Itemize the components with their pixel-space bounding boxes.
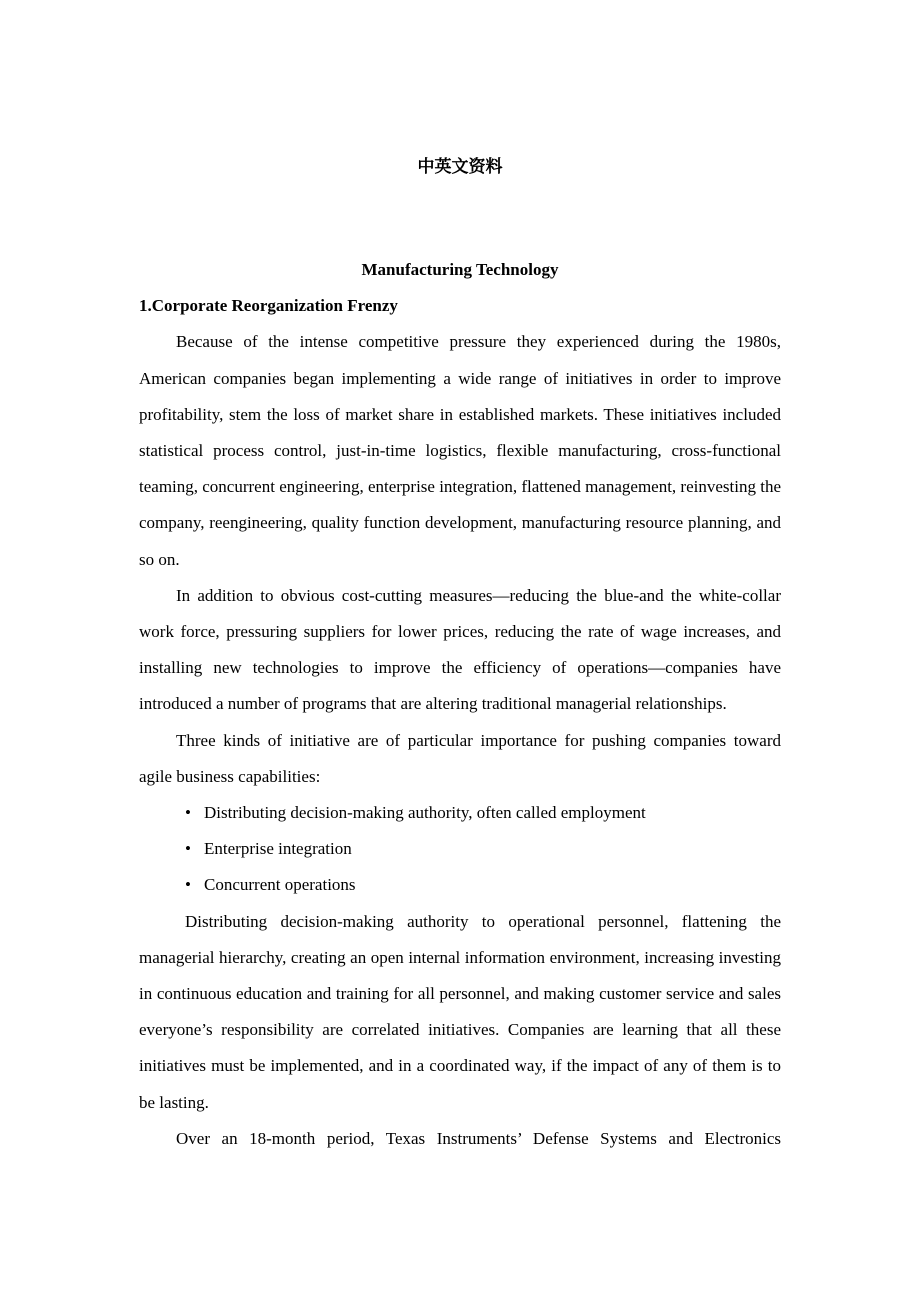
document-header-title: 中英文资料 (417, 157, 503, 177)
list-item (139, 867, 781, 903)
list-item (139, 795, 781, 831)
list-item-text: Enterprise integration (204, 839, 352, 859)
initiative-list (139, 795, 781, 904)
bullet-icon: • (185, 803, 191, 823)
bullet-icon: • (185, 875, 191, 895)
paragraph-distributing-authority: Distributing decision-making authority to operational personnel, flattening the managerial hierarchy, creating an open internal information environment, increasing investing in continuous education and training for all personnel, and making customer service and sales everyone’s responsibility are correlated initiatives. Companies are learning that all these initiatives must be implemented, and in a coordinated way, if the impact of any of them is to be lasting. (139, 911, 781, 1112)
paragraph-initiatives: Because of the intense competitive pressure they experienced during the 1980s, American companies began implementing a wide range of initiatives in order to improve profitability, stem the loss of market share in established markets. These initiatives included statistical process control, just-in-time logistics, flexible manufacturing, cross-functional teaming, concurrent engineering, enterprise integration, flattened management, reinvesting the company, reengineering, quality function development, manufacturing resource planning, and so on. (139, 332, 781, 569)
section-heading: 1.Corporate Reorganization Frenzy (139, 296, 398, 316)
list-item-text: Distributing decision-making authority, often called employment (204, 803, 646, 823)
list-item (139, 831, 781, 867)
paragraph-texas-instruments: Over an 18-month period, Texas Instruments’ Defense Systems and Electronics (176, 1128, 781, 1148)
document-body (139, 252, 781, 1157)
paragraph-cost-cutting: In addition to obvious cost-cutting measures—reducing the blue-and the white-collar work force, pressuring suppliers for lower prices, reducing the rate of wage increases, and installing new technologies to improve the efficiency of operations—companies have introduced a number of programs that are altering traditional managerial relationships. (139, 585, 781, 714)
article-title: Manufacturing Technology (361, 260, 559, 279)
paragraph-three-kinds: Three kinds of initiative are of particular importance for pushing companies toward agile business capabilities: (139, 730, 781, 786)
list-item-text: Concurrent operations (204, 875, 356, 895)
bullet-icon: • (185, 839, 191, 859)
